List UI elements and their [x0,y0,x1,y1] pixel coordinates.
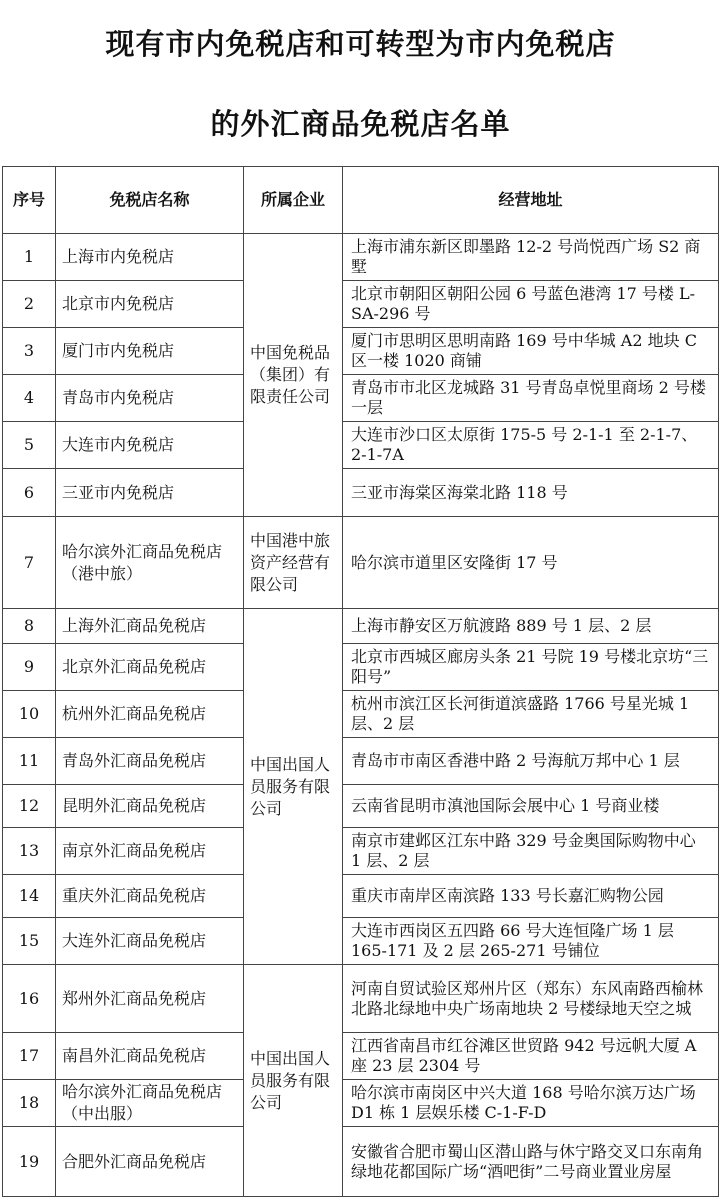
row-name: 厦门市内免税店 [56,328,244,375]
row-name: 青岛外汇商品免税店 [56,738,244,785]
row-address: 厦门市思明区思明南路 169 号中华城 A2 地块 C 区一楼 1020 商铺 [343,328,719,375]
row-address: 北京市西城区廊房头条 21 号院 19 号楼北京坊“三阳号” [343,644,719,691]
table-row [3,785,719,828]
row-no: 8 [3,609,56,644]
table-row [3,1033,719,1080]
header-enterprise: 所属企业 [244,167,343,234]
row-address: 青岛市市南区香港中路 2 号海航万邦中心 1 层 [343,738,719,785]
row-no: 6 [3,469,56,517]
row-no: 14 [3,875,56,918]
header-no: 序号 [3,167,56,234]
row-no: 3 [3,328,56,375]
row-no: 19 [3,1127,56,1197]
table-row [3,828,719,875]
row-no: 7 [3,517,56,609]
row-name: 重庆外汇商品免税店 [56,875,244,918]
row-name: 上海外汇商品免税店 [56,609,244,644]
row-no: 5 [3,422,56,469]
row-no: 1 [3,234,56,281]
row-no: 18 [3,1080,56,1127]
row-name: 大连市内免税店 [56,422,244,469]
row-no: 10 [3,691,56,738]
document-title-line-2: 的外汇商品免税店名单 [210,107,511,141]
table-row [3,1127,719,1197]
row-name: 三亚市内免税店 [56,469,244,517]
row-name: 杭州外汇商品免税店 [56,691,244,738]
row-name: 哈尔滨外汇商品免税店（港中旅） [56,517,244,609]
header-name: 免税店名称 [56,167,244,234]
row-enterprise: 中国出国人员服务有限公司 [244,965,343,1197]
table-row [3,875,719,918]
row-address: 上海市静安区万航渡路 889 号 1 层、2 层 [343,609,719,644]
row-address: 三亚市海棠区海棠北路 118 号 [343,469,719,517]
row-enterprise: 中国出国人员服务有限公司 [244,609,343,965]
row-address: 青岛市市北区龙城路 31 号青岛卓悦里商场 2 号楼一层 [343,375,719,422]
table-row [3,965,719,1033]
row-address: 杭州市滨江区长河街道滨盛路 1766 号星光城 1 层、2 层 [343,691,719,738]
row-no: 13 [3,828,56,875]
header-address: 经营地址 [343,167,719,234]
table-row [3,469,719,517]
row-address: 江西省南昌市红谷滩区世贸路 942 号远帆大厦 A 座 23 层 2304 号 [343,1033,719,1080]
row-address: 大连市沙口区太原街 175-5 号 2-1-1 至 2-1-7、2-1-7A [343,422,719,469]
table-row [3,328,719,375]
row-name: 昆明外汇商品免税店 [56,785,244,828]
row-name: 上海市内免税店 [56,234,244,281]
row-name: 大连外汇商品免税店 [56,918,244,965]
document-title-line-1: 现有市内免税店和可转型为市内免税店 [105,27,616,61]
table-row [3,644,719,691]
table-row [3,517,719,609]
row-no: 17 [3,1033,56,1080]
row-address: 云南省昆明市滇池国际会展中心 1 号商业楼 [343,785,719,828]
row-address: 安徽省合肥市蜀山区潜山路与休宁路交叉口东南角绿地花都国际广场“酒吧街”二号商业置业房屋 [343,1127,719,1197]
row-name: 南京外汇商品免税店 [56,828,244,875]
row-no: 16 [3,965,56,1033]
row-address: 河南自贸试验区郑州片区（郑东）东风南路西榆林北路北绿地中央广场南地块 2 号楼绿地天空之城 [343,965,719,1033]
table-row [3,281,719,328]
table-row [3,1080,719,1127]
row-name: 青岛市内免税店 [56,375,244,422]
row-name: 北京外汇商品免税店 [56,644,244,691]
row-no: 2 [3,281,56,328]
row-no: 12 [3,785,56,828]
row-enterprise: 中国免税品（集团）有限责任公司 [244,234,343,517]
row-name: 南昌外汇商品免税店 [56,1033,244,1080]
table-row [3,422,719,469]
duty-free-shop-table [2,166,719,1197]
row-name: 北京市内免税店 [56,281,244,328]
table-row [3,738,719,785]
row-no: 15 [3,918,56,965]
row-no: 4 [3,375,56,422]
row-address: 南京市建邺区江东中路 329 号金奥国际购物中心 1 层、2 层 [343,828,719,875]
table-row [3,375,719,422]
row-no: 9 [3,644,56,691]
row-address: 重庆市南岸区南滨路 133 号长嘉汇购物公园 [343,875,719,918]
row-enterprise: 中国港中旅资产经营有限公司 [244,517,343,609]
table-row [3,691,719,738]
table-row [3,609,719,644]
row-address: 哈尔滨市道里区安隆街 17 号 [343,517,719,609]
row-address: 上海市浦东新区即墨路 12-2 号尚悦西广场 S2 商墅 [343,234,719,281]
table-header-row [3,167,719,234]
row-no: 11 [3,738,56,785]
row-name: 合肥外汇商品免税店 [56,1127,244,1197]
table-row [3,234,719,281]
row-name: 郑州外汇商品免税店 [56,965,244,1033]
row-address: 哈尔滨市南岗区中兴大道 168 号哈尔滨万达广场 D1 栋 1 层娱乐楼 C-1-F-D [343,1080,719,1127]
table-row [3,918,719,965]
row-address: 大连市西岗区五四路 66 号大连恒隆广场 1 层 165-171 及 2 层 265-271 号铺位 [343,918,719,965]
row-name: 哈尔滨外汇商品免税店（中出服） [56,1080,244,1127]
row-address: 北京市朝阳区朝阳公园 6 号蓝色港湾 17 号楼 L-SA-296 号 [343,281,719,328]
